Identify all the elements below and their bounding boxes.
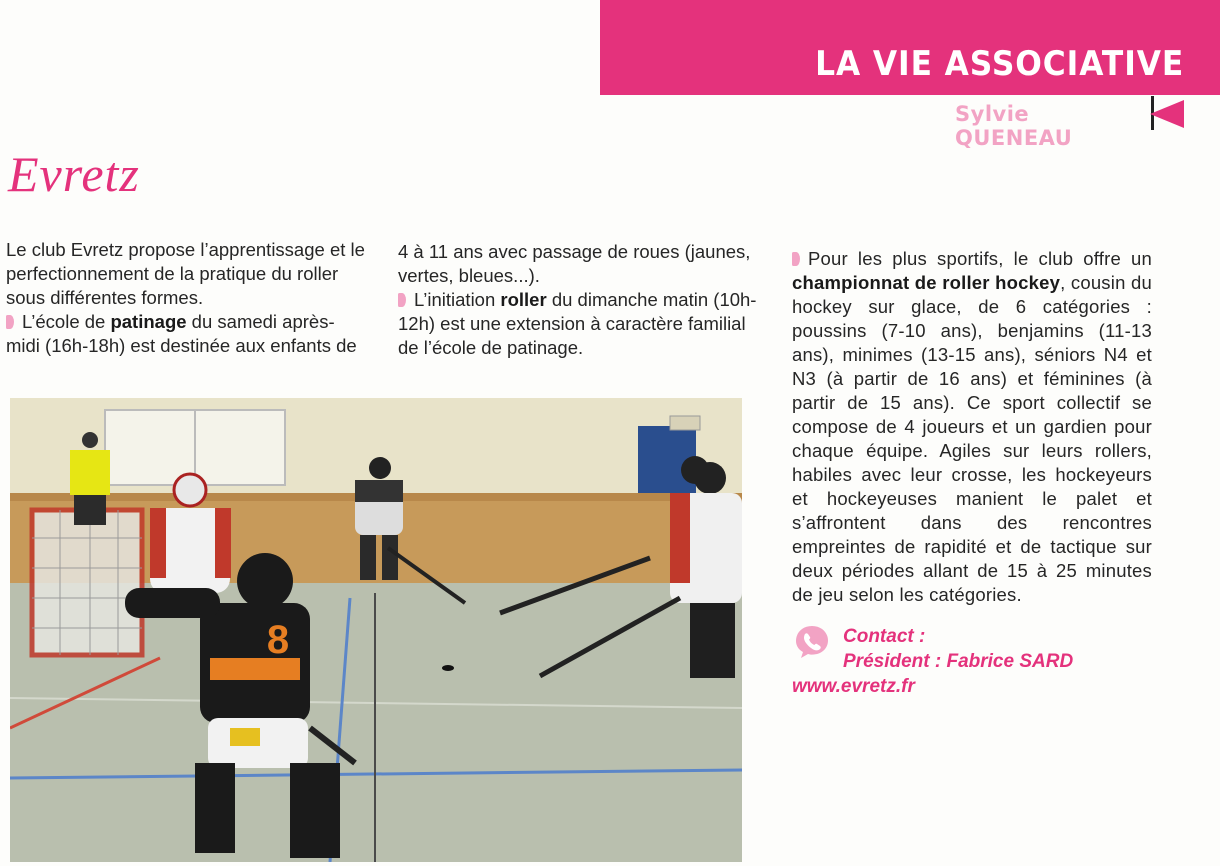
bullet-icon — [792, 252, 800, 266]
bullet-icon — [6, 315, 14, 329]
contact-label: Contact : — [843, 626, 926, 647]
paragraph: Le club Evretz propose l’apprentissage et le perfectionnement de la pratique du roller sous différentes formes. — [6, 239, 365, 308]
text-column-2 — [398, 240, 758, 360]
paragraph — [792, 247, 1152, 607]
text: , cousin du hockey sur glace, de 6 catégories : poussins (7-10 ans), benjamins (11-13 ans), minimes (13-15 ans), séniors N4 et N3 (à partir de 16 ans) et féminines (à partir de 15 ans). Ce sport collectif se compose de 4 joueurs et un gardien pour chaque équipe. Agiles sur leurs rollers, habiles avec leur crosse, les hockeyeurs et hockeyeuses manient le palet et s’affrontent dans des rencontres empreintes de rapidité et de tactique sur deux périodes allant de 15 à 25 minutes de jeu selon les catégories. — [792, 272, 1152, 605]
author-flag-decoration — [1150, 100, 1184, 128]
roller-hockey-photo — [10, 398, 742, 862]
text: du dimanche matin (10h-12h) est une extension à caractère familial de l’école de patinage. — [398, 289, 757, 358]
bullet-icon — [398, 293, 406, 307]
photo-illustration — [10, 398, 742, 862]
text: L’école de — [22, 311, 111, 332]
author-bar — [955, 96, 1154, 150]
paragraph: 4 à 11 ans avec passage de roues (jaunes, vertes, bleues...). — [398, 241, 751, 286]
text: L’initiation — [414, 289, 501, 310]
contact-president: Président : Fabrice SARD — [843, 651, 1074, 672]
section-title: LA VIE ASSOCIATIVE — [814, 44, 1184, 84]
bold-text: championnat de roller hockey — [792, 272, 1061, 293]
contact-website-link[interactable]: www.evretz.fr — [792, 676, 915, 697]
text: Pour les plus sportifs, le club offre un — [808, 248, 1152, 269]
section-banner — [600, 0, 1220, 95]
author-name: Sylvie QUENEAU — [955, 102, 1073, 150]
text: du samedi après-midi (16h-18h) est destinée aux enfants de — [6, 311, 357, 356]
page-title: Evretz — [8, 146, 140, 202]
paragraph — [6, 310, 366, 358]
text-column-1 — [6, 238, 366, 358]
text-column-3 — [792, 247, 1152, 607]
speech-bubble-phone-icon — [794, 624, 830, 660]
paragraph — [398, 288, 758, 360]
jersey-number: 8 — [266, 618, 290, 662]
bold-text: roller — [500, 289, 547, 310]
bold-text: patinage — [110, 311, 187, 332]
